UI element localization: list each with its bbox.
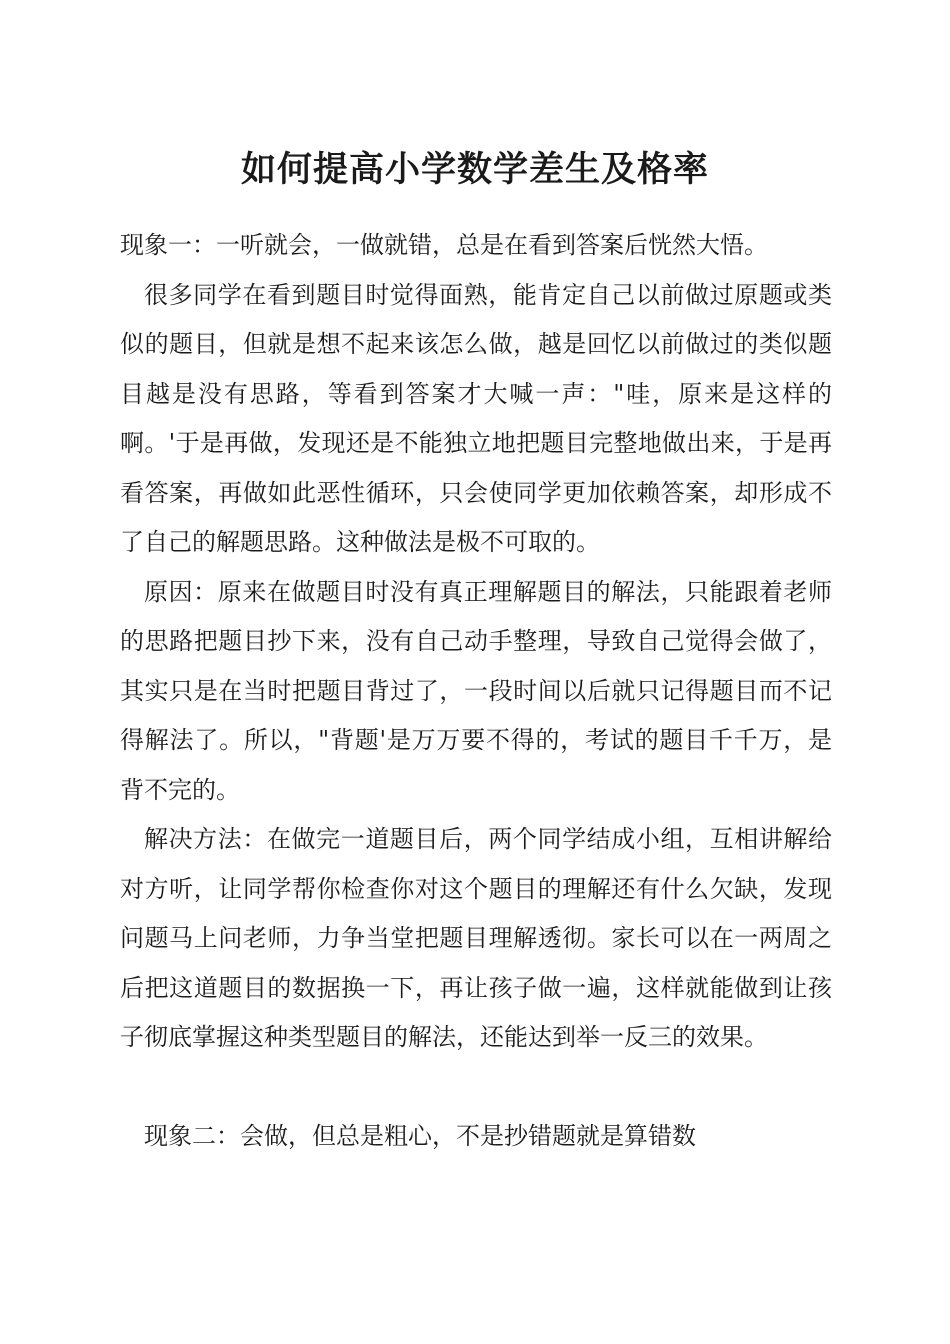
phenomenon-one-description: 很多同学在看到题目时觉得面熟，能肯定自己以前做过原题或类似的题目，但就是想不起来该怎么做，越是回忆以前做过的类似题目越是没有思路，等看到答案才大喊一声："哇，原来是这样的啊。'于是再做，发现还是不能独立地把题目完整地做出来，于是再看答案，再做如此恶性循环，只会使同学更加依赖答案，却形成不了自己的解题思路。这种做法是极不可取的。 — [120, 280, 832, 556]
phenomenon-one-cause: 原因：原来在做题目时没有真正理解题目的解法，只能跟着老师的思路把题目抄下来，没有自己动手整理，导致自己觉得会做了，其实只是在当时把题目背过了，一段时间以后就只记得题目而不记得解法了。所以，"背题'是万万要不得的，考试的题目千千万，是背不完的。 — [120, 577, 832, 804]
phenomenon-two-heading: 现象二：会做，但总是粗心，不是抄错题就是算错数 — [144, 1122, 696, 1150]
phenomenon-one-solution: 解决方法：在做完一道题目后，两个同学结成小组，互相讲解给对方听，让同学帮你检查你对这个题目的理解还有什么欠缺，发现问题马上问老师，力争当堂把题目理解透彻。家长可以在一两周之后把这道题目的数据换一下，再让孩子做一遍，这样就能做到让孩子彻底掌握这种类型题目的解法，还能达到举一反三的效果。 — [120, 825, 832, 1051]
document-body — [120, 221, 832, 1162]
paragraph-spacer — [120, 1063, 832, 1113]
phenomenon-one-heading: 现象一：一听就会，一做就错，总是在看到答案后恍然大悟。 — [120, 231, 768, 259]
document-title: 如何提高小学数学差生及格率 — [240, 149, 709, 190]
